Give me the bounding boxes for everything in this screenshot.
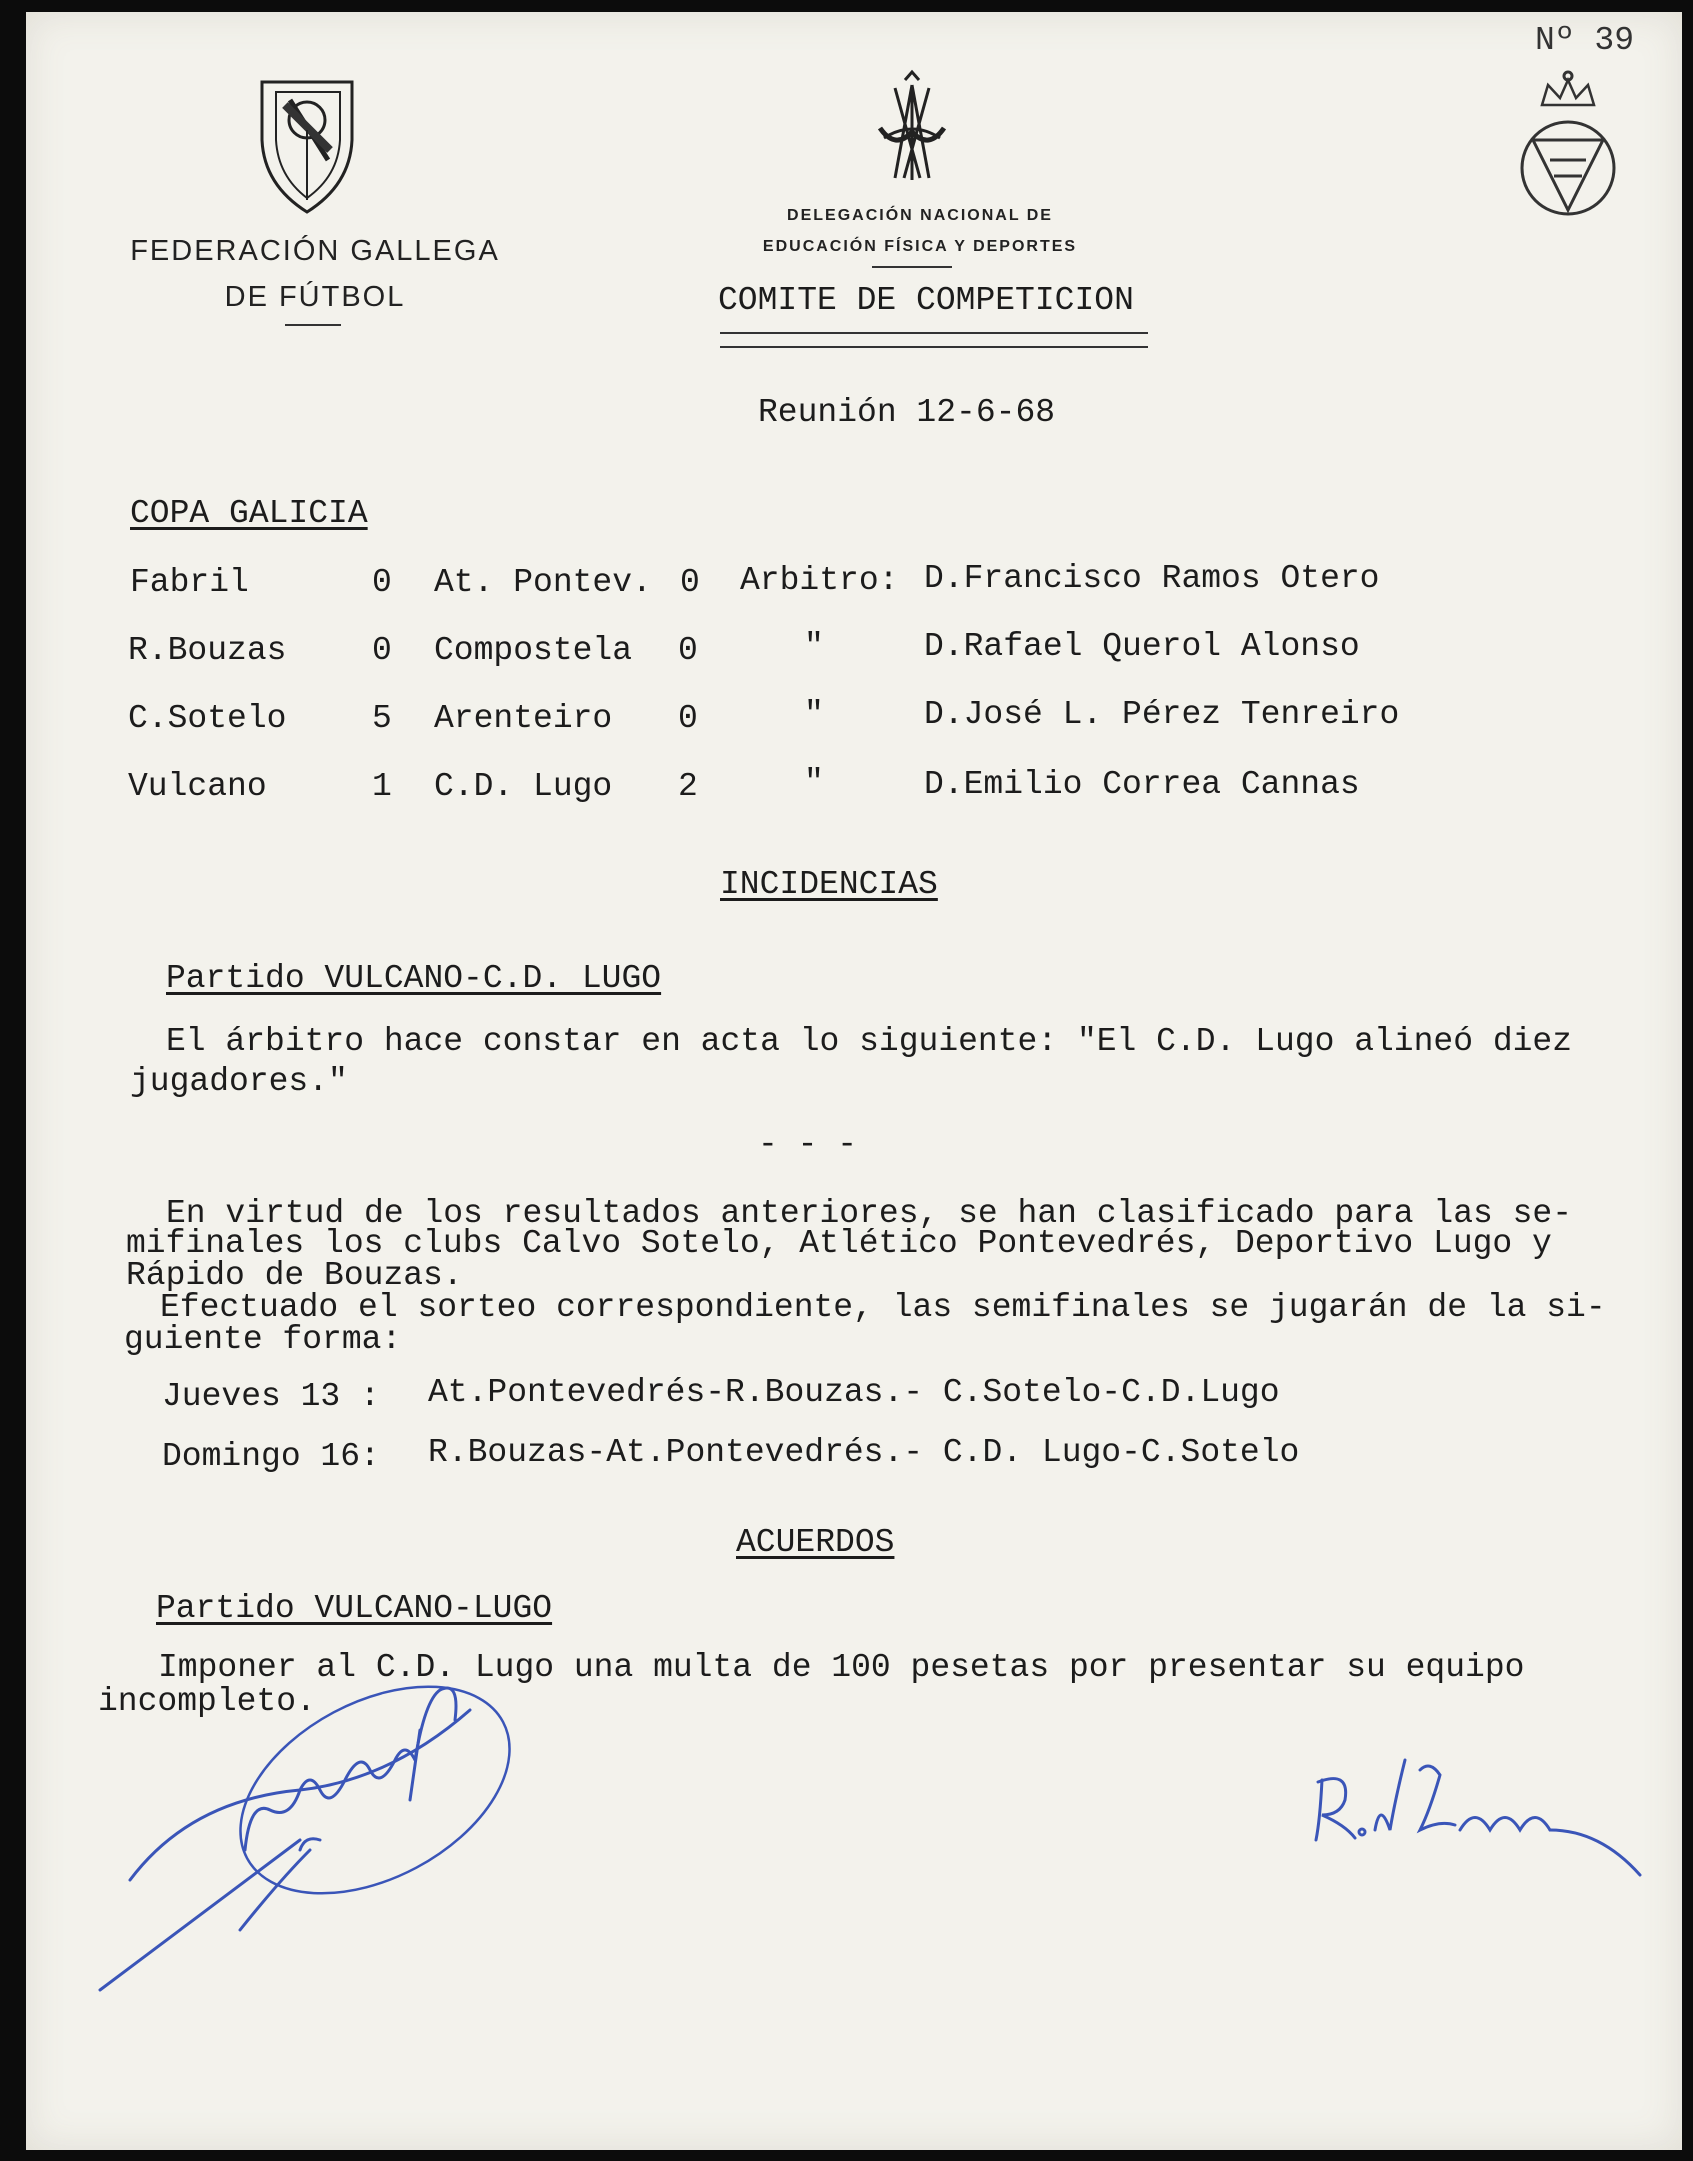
incident-text-line2: jugadores." <box>130 1063 348 1100</box>
classification-line3: Rápido de Bouzas. <box>126 1257 463 1294</box>
home-team: Fabril <box>130 564 249 601</box>
away-team: At. Pontev. <box>434 564 652 601</box>
home-score: 0 <box>372 564 392 601</box>
meeting-date: Reunión 12-6-68 <box>758 394 1056 431</box>
classification-line2: mifinales los clubs Calvo Sotelo, Atlético Pontevedrés, Deportivo Lugo y <box>126 1225 1552 1262</box>
home-score: 5 <box>372 700 392 737</box>
away-team: Compostela <box>434 632 633 669</box>
schedule-day: Domingo 16: <box>162 1438 380 1475</box>
agreements-title: ACUERDOS <box>736 1524 895 1561</box>
home-team: R.Bouzas <box>128 632 287 669</box>
home-score: 0 <box>372 632 392 669</box>
federation-divider <box>285 324 341 326</box>
federation-line2: DE FÚTBOL <box>224 281 406 313</box>
schedule-games: R.Bouzas-At.Pontevedrés.- C.D. Lugo-C.Sotelo <box>428 1434 1300 1471</box>
classification-line1: En virtud de los resultados anteriores, se han clasificado para las se- <box>166 1195 1573 1232</box>
referee-name: D.Francisco Ramos Otero <box>924 560 1380 597</box>
referee-label: Arbitro: <box>740 562 899 599</box>
home-team: Vulcano <box>128 768 267 805</box>
referee-name: D.Emilio Correa Cannas <box>924 766 1360 803</box>
cup-title: COPA GALICIA <box>130 495 368 532</box>
classification-line5: guiente forma: <box>124 1321 402 1358</box>
incident-match-title: Partido VULCANO-C.D. LUGO <box>166 960 662 997</box>
committee-title-double-rule <box>720 332 1148 348</box>
delegation-line1: DELEGACIÓN NACIONAL DE <box>787 207 1053 224</box>
ditto-mark: " <box>804 764 824 801</box>
federation-line1: FEDERACIÓN GALLEGA <box>130 235 500 267</box>
delegation-line2: EDUCACIÓN FÍSICA Y DEPORTES <box>762 238 1078 255</box>
ditto-mark: " <box>804 696 824 733</box>
committee-title: COMITE DE COMPETICION <box>718 282 1134 319</box>
ditto-mark: " <box>804 628 824 665</box>
away-team: C.D. Lugo <box>434 768 613 805</box>
delegation-name <box>700 200 1140 262</box>
schedule-day: Jueves 13 : <box>162 1378 380 1415</box>
agreement-match-title: Partido VULCANO-LUGO <box>156 1590 553 1627</box>
federation-name <box>120 228 510 320</box>
referee-name: D.José L. Pérez Tenreiro <box>924 696 1400 733</box>
home-team: C.Sotelo <box>128 700 287 737</box>
delegation-divider <box>872 266 952 268</box>
agreement-text-line2: incompleto. <box>98 1683 316 1720</box>
referee-name: D.Rafael Querol Alonso <box>924 628 1360 665</box>
agreement-text-line1: Imponer al C.D. Lugo una multa de 100 pesetas por presentar su equipo <box>158 1649 1525 1686</box>
away-score: 0 <box>678 632 698 669</box>
away-score: 2 <box>678 768 698 805</box>
schedule-games: At.Pontevedrés-R.Bouzas.- C.Sotelo-C.D.Lugo <box>428 1374 1280 1411</box>
away-score: 0 <box>680 564 700 601</box>
home-score: 1 <box>372 768 392 805</box>
separator: - - - <box>758 1126 858 1163</box>
incidents-title: INCIDENCIAS <box>720 866 938 903</box>
away-score: 0 <box>678 700 698 737</box>
classification-line4: Efectuado el sorteo correspondiente, las semifinales se jugarán de la si- <box>160 1289 1606 1326</box>
incident-text-line1: El árbitro hace constar en acta lo siguiente: "El C.D. Lugo alineó diez <box>166 1023 1573 1060</box>
page-number: Nº 39 <box>1535 22 1635 59</box>
away-team: Arenteiro <box>434 700 613 737</box>
